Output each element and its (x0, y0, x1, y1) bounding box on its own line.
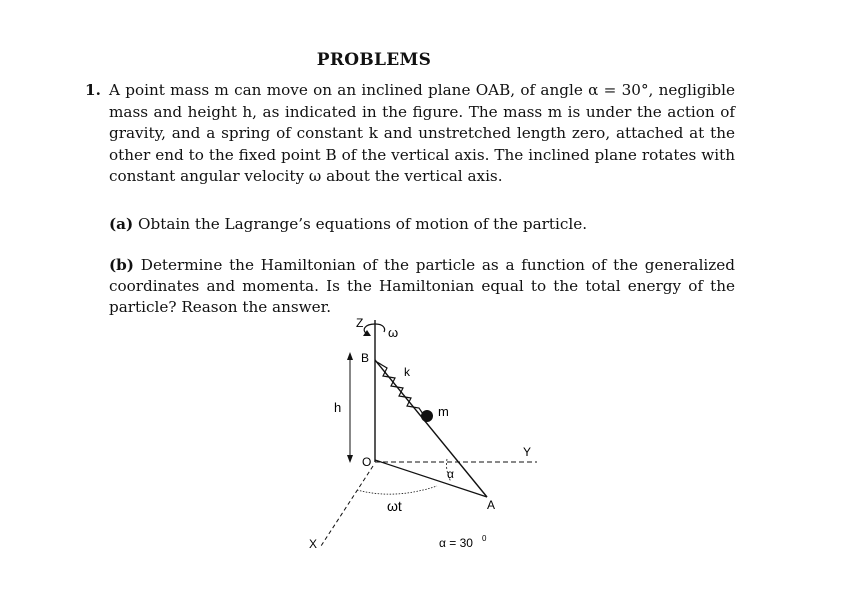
label-alpha: α (447, 467, 454, 481)
label-omega-t: ωt (387, 498, 402, 514)
angle-caption-degree: 0 (482, 534, 487, 543)
label-omega: ω (388, 325, 399, 340)
label-a: A (487, 498, 496, 512)
part-b-label: (b) (109, 256, 134, 274)
label-z: Z (356, 316, 364, 330)
page-title: PROBLEMS (316, 50, 432, 70)
label-y: Y (523, 445, 532, 459)
label-x: X (309, 537, 318, 551)
part-a-label: (a) (109, 215, 134, 233)
label-k: k (404, 365, 410, 379)
plane-edge-ba (375, 360, 487, 497)
part-a-text: Obtain the Lagrange’s equations of motion of the particle. (138, 215, 588, 233)
label-o: O (362, 455, 372, 469)
height-arrow-top-icon (347, 352, 353, 360)
part-b-text: Determine the Hamiltonian of the particle as a function of the generalized coordinates and momenta. Is the Hamiltonian equal to the total energy of the particle? Reason the answer. (109, 256, 736, 316)
problem-text: A point mass m can move on an inclined plane OAB, of angle α = 30°, negligible mass and height h, as indicated in the figure. The mass m is under the action of gravity, and a spring of constant k and unstretched length zero, attached at the other end to the fixed point B of the vertical axis. The inclined plane rotates with constant angular velocity ω about the vertical axis. (109, 81, 735, 185)
problem-statement (85, 80, 735, 188)
part-a (109, 214, 735, 235)
x-axis-dashed (321, 466, 373, 546)
label-m: m (438, 404, 449, 419)
label-b: B (361, 351, 370, 365)
omega-t-arc (357, 486, 437, 494)
angle-caption: α = 30 (439, 536, 473, 550)
point-mass (421, 410, 433, 422)
plane-edge-oa (375, 460, 487, 497)
problem-number: 1. (85, 81, 101, 99)
label-h: h (334, 400, 342, 415)
part-b (109, 255, 735, 318)
height-arrow-bottom-icon (347, 455, 353, 463)
inclined-plane-figure (295, 310, 555, 560)
